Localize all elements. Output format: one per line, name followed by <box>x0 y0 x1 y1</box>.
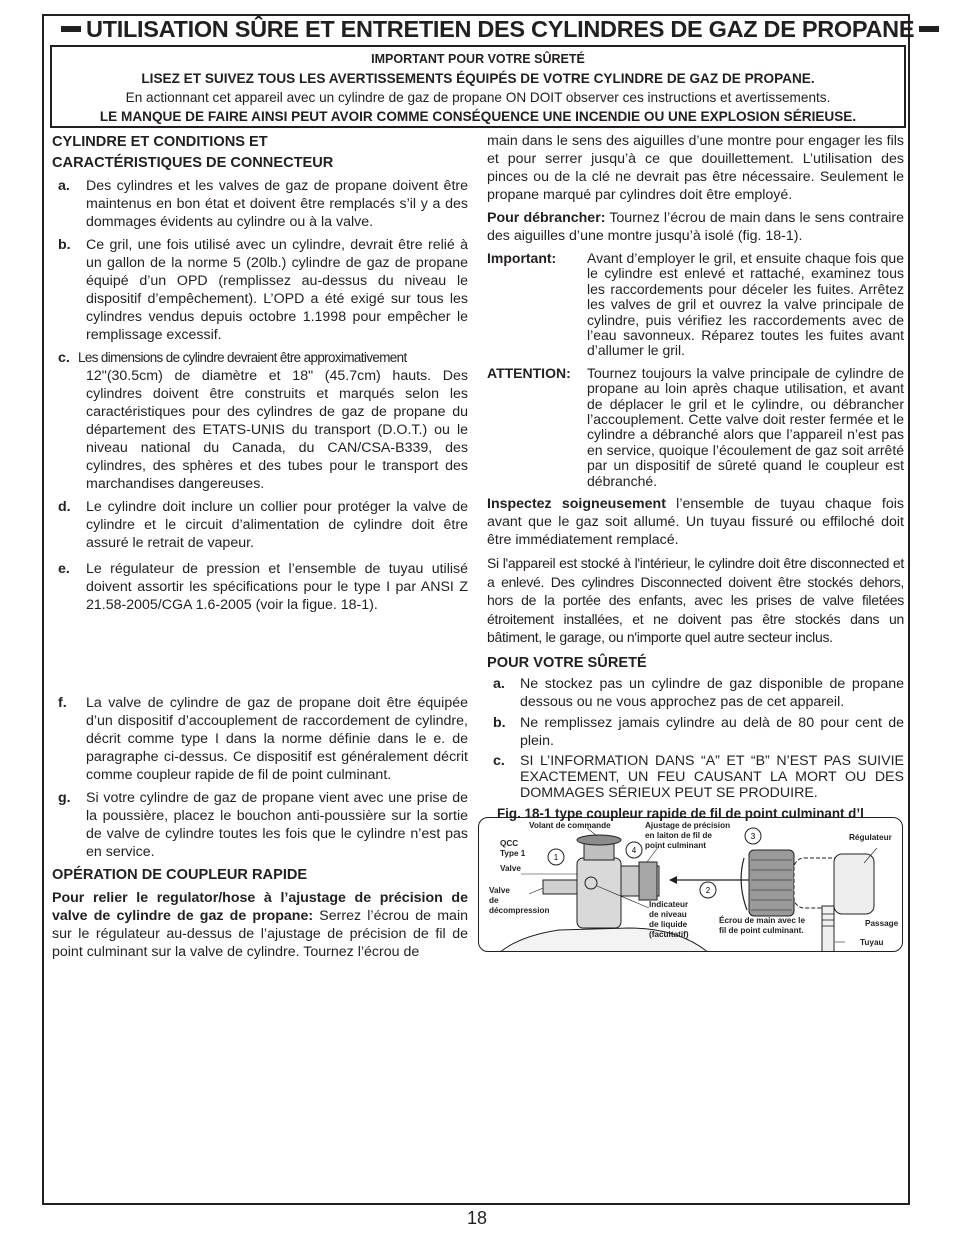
title-bar-right <box>919 26 939 32</box>
label-regulateur: Régulateur <box>849 833 892 842</box>
warning-read-follow: LISEZ ET SUIVEZ TOUS LES AVERTISSEMENTS ÉQUIPÉS DE VOTRE CYLINDRE DE GAZ DE PROPANE. <box>141 71 815 86</box>
title-bar-left <box>61 26 81 32</box>
label-qcc: QCC Type 1 <box>500 839 526 858</box>
list-item <box>52 498 468 552</box>
section-heading-coupler: OPÉRATION DE COUPLEUR RAPIDE <box>52 867 308 883</box>
list-item-label: f. <box>58 695 67 711</box>
callout-number-3: 3 <box>750 832 756 841</box>
label-decompression: Valve de décompression <box>489 886 550 915</box>
list-item-text: Ce gril, une fois utilisé avec un cylindre, devrait être relié à un gallon de la norme 5 (20lb.) cylindre de gaz de propane équipé d’un OPD (remplissez au-dessus du niveau le dispositif d’empêchement). L’OPD a été exigé sur tous les cylindres vendus depuis octobre 1.1998 pour empêcher le remplissage excessif. <box>86 237 468 343</box>
list-item <box>487 675 904 711</box>
valve-body <box>577 858 621 928</box>
attention-text: Tournez toujours la valve principale de cylindre de propane au loin après chaque utilisation, et avant de déplacer le gril et le cylindre, ou débrancher l’accouplement. Cette valve doit rester fermée et le cylindre a débranché alors que l’appareil n’est pas en service, quoique l’écoulement de gaz soit arrêté par un dispositif de sûreté quand le coupleur est débranché. <box>587 364 904 489</box>
coupler-connect-paragraph <box>52 889 468 961</box>
fitting-nut <box>639 862 657 900</box>
figure-coupler-diagram <box>478 817 903 952</box>
handwheel-shape <box>577 835 621 845</box>
disconnect-bold: Pour débrancher: <box>487 210 606 226</box>
list-item-text: Le cylindre doit inclure un collier pour protéger la valve de cylindre et le circuit d’alimentation de cylindre doit être assuré le retrait de vapeur. <box>86 499 468 551</box>
list-item <box>487 714 904 750</box>
disconnect-paragraph <box>487 209 904 245</box>
page-title-text: UTILISATION SÛRE ET ENTRETIEN DES CYLINDRES DE GAZ DE PROPANE <box>86 16 915 42</box>
list-item-label: d. <box>58 499 71 515</box>
coupler-connect-text: Serrez l’écrou de main sur le régulateur au-dessus de l’ajustage de précision de fil de point culminant sur la valve de cylindre. Tournez l’écrou de <box>52 908 468 960</box>
rotate-arrow <box>741 858 747 910</box>
callout-number-2: 2 <box>705 886 711 895</box>
right-column <box>487 132 904 823</box>
inspect-paragraph <box>487 495 904 549</box>
list-item-label: c. <box>493 752 505 769</box>
arrow-head <box>669 876 677 884</box>
label-valve: Valve <box>500 864 521 873</box>
page-title <box>56 16 915 43</box>
list-item <box>52 177 468 231</box>
callout-number-4: 4 <box>631 846 637 855</box>
warning-heading: IMPORTANT POUR VOTRE SÛRETÉ <box>371 52 585 66</box>
warning-box <box>50 45 906 128</box>
figure-caption: Fig. 18-1 type coupleur rapide de fil de point culminant d’l <box>497 805 864 821</box>
inspect-bold: Inspectez soigneusement <box>487 496 666 513</box>
left-column <box>52 132 468 961</box>
page-number: 18 <box>466 1208 488 1228</box>
label-passage: Passage <box>865 919 899 928</box>
important-text: Avant d’employer le gril, et ensuite chaque fois que le cylindre est enlevé et rattaché, examinez tous les raccordements pour déceler les fuites. Arrêtez les valves de gril et ouvrez la valve principale de cylindre, puis vérifiez les raccordements avec de l’eau savonneux. Réparez toutes les fuites avant d’allumer le gril. <box>587 250 904 359</box>
list-item <box>52 789 468 861</box>
list-item-text: Ne remplissez jamais cylindre au delà de 80 pour cent de plein. <box>520 714 904 749</box>
storage-paragraph: Si l'appareil est stocké à l'intérieur, le cylindre doit être disconnected et a enlevé. Des cylindres Disconnected doivent être stockés dehors, hors de la portée des enfants, avec les prises de valve filetées étroitement installées, et ne doivent pas être stockés dans un bâtiment, le garage, ou n'importe quel autre secteur inclus. <box>487 555 904 646</box>
list-item-text: Des cylindres et les valves de gaz de propane doivent être maintenus en bon état et doivent être remplacés s’il y a des dommages évidents au cylindre ou à la valve. <box>86 178 468 230</box>
label-volant: Volant de commande <box>529 821 611 830</box>
list-item <box>487 753 904 801</box>
warning-consequence: LE MANQUE DE FAIRE AINSI PEUT AVOIR COMME CONSÉQUENCE UNE INCENDIE OU UNE EXPLOSION SÉRIEUSE. <box>99 109 857 124</box>
list-item-label: a. <box>493 675 505 692</box>
label-tuyau: Tuyau <box>860 938 884 947</box>
list-item <box>52 694 468 784</box>
continued-paragraph: main dans le sens des aiguilles d’une montre pour engager les fils et pour serrer jusqu’à ce que douillettement. L’utilisation des pinces ou de la clé ne devrait pas être nécessaire. Seulement le propane marqué par cylindres doit être employé. <box>487 133 904 203</box>
section-heading-cylinder-1: CYLINDRE ET CONDITIONS ET <box>52 134 268 150</box>
label-ajustage: Ajustage de précision en laiton de fil de point culminant <box>645 821 731 850</box>
list-item-text: Si votre cylindre de gaz de propane vient avec une prise de la poussière, placez le bouchon anti-poussière sur la sortie de valve de cylindre toutes les fois que le cylindre n’est pas en service. <box>86 790 468 860</box>
list-item <box>52 236 468 344</box>
list-item-label: b. <box>58 237 71 253</box>
list-item-label: b. <box>493 714 506 731</box>
section-heading-cylinder-2: CARACTÉRISTIQUES DE CONNECTEUR <box>52 155 334 171</box>
inspect-text: l’ensemble de tuyau chaque fois avant que le gaz soit allumé. Un tuyau fissuré ou effiloché doit être immédiatement remplacé. <box>487 496 904 549</box>
important-label: Important: <box>487 250 557 266</box>
list-item-text: La valve de cylindre de gaz de propane doit être équipée d’un dispositif d’accouplement de raccordement de cylindre, décrit comme type I dans la norme définie dans le e. de paragraphe ci-dessus. Ce dispositif est généralement décrit comme coupleur rapide de fil de point culminant. <box>86 695 468 783</box>
disconnect-text: Tournez l’écrou de main dans le sens contraire des aiguilles d’une montre jusqu’à isolé (fig. 18-1). <box>487 210 904 244</box>
list-item-label: g. <box>58 790 71 806</box>
safety-heading: POUR VOTRE SÛRETÉ <box>487 654 647 671</box>
callout-number-1: 1 <box>553 853 559 862</box>
important-note <box>487 251 904 359</box>
list-item-label: a. <box>58 178 70 194</box>
list-item-label: e. <box>58 561 70 577</box>
hose-shape <box>822 906 834 952</box>
warning-instructions: En actionnant cet appareil avec un cylindre de gaz de propane ON DOIT observer ces instructions et avertissements. <box>125 90 831 105</box>
list-item-text-first: Les dimensions de cylindre devraient être approximativement <box>78 350 407 365</box>
list-item-text: 12"(30.5cm) de diamètre et 18" (45.7cm) hauts. Des cylindres doivent être construits et marqués selon les caractéristiques pour des cylindres de gaz de propane du département des ETATS-UNIS du transport (D.O.T.) ou le niveau national du Canada, du CAN/CSA-B339, des cylindres, des sphères et des tubes pour le transport des marchandises dangereuses. <box>86 368 468 492</box>
label-ecrou: Écrou de main avec le fil de point culminant. <box>719 916 806 935</box>
list-item-text: SI L’INFORMATION DANS “A” ET “B” N’EST PAS SUIVIE EXACTEMENT, UN FEU CAUSANT LA MORT OU DES DOMMAGES SÉRIEUX PEUT SE PRODUIRE. <box>520 752 904 801</box>
list-item-text: Ne stockez pas un cylindre de gaz disponible de propane dessous ou ne vous approchez pas de cet appareil. <box>520 675 904 710</box>
attention-label: ATTENTION: <box>487 364 571 381</box>
list-item <box>52 560 468 614</box>
coupler-connect-bold: Pour relier le regulator/hose à l’ajustage de précision de valve de cylindre de gaz de propane: <box>52 890 468 924</box>
label-indicateur: Indicateur de niveau de liquide (facultatif) <box>649 900 689 939</box>
regulator-body <box>834 854 874 914</box>
list-item-label: c. <box>58 350 70 366</box>
attention-note <box>487 366 904 489</box>
list-item <box>52 349 468 493</box>
list-item-text: Le régulateur de pression et l’ensemble de tuyau utilisé doivent assortir les spécifications pour le type I par ANSI Z 21.58-2005/CGA 1.6-2005 (voir la figue. 18-1). <box>86 561 468 613</box>
